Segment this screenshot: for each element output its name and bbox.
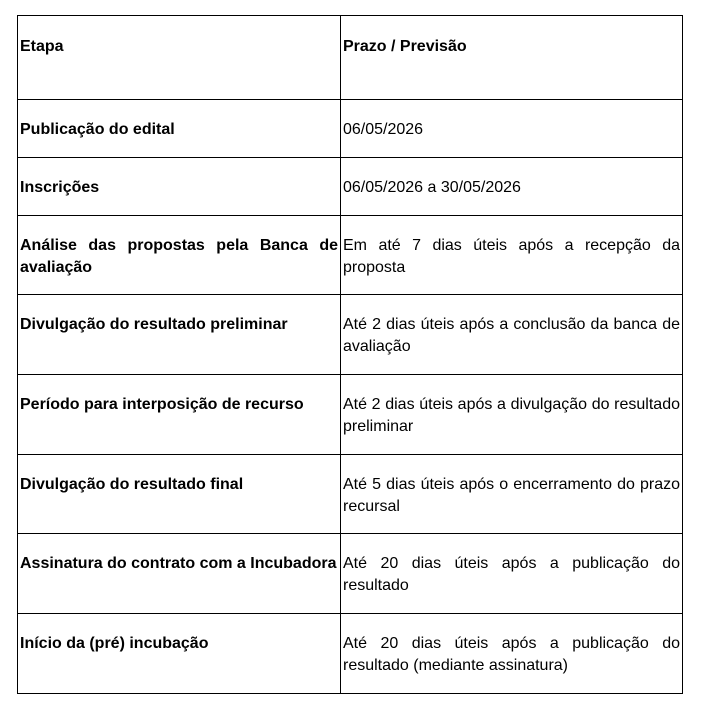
stage-cell (18, 100, 341, 158)
header-stage-label: Etapa (20, 38, 64, 55)
header-cell-deadline (341, 16, 683, 100)
stage-cell (18, 216, 341, 295)
deadline-cell (341, 614, 683, 694)
deadline-text: 06/05/2026 (343, 121, 424, 138)
stage-cell (18, 375, 341, 455)
stage-cell (18, 158, 341, 216)
deadline-text: Até 2 dias úteis após a divulgação do resultado preliminar (343, 396, 680, 435)
schedule-table (17, 15, 683, 694)
deadline-cell (341, 100, 683, 158)
table-row (18, 100, 683, 158)
table-header-row (18, 16, 683, 100)
stage-text: Início da (pré) incubação (20, 635, 209, 652)
stage-text: Publicação do edital (20, 121, 175, 138)
table-row (18, 216, 683, 295)
table-row (18, 295, 683, 375)
table-row (18, 455, 683, 534)
deadline-text: Até 5 dias úteis após o encerramento do prazo recursal (343, 476, 680, 515)
deadline-text: Até 2 dias úteis após a conclusão da banca de avaliação (343, 316, 680, 355)
deadline-text: Em até 7 dias úteis após a recepção da proposta (343, 237, 680, 276)
deadline-cell (341, 455, 683, 534)
stage-cell (18, 295, 341, 375)
stage-text: Assinatura do contrato com a Incubadora (20, 555, 337, 572)
deadline-text: Até 20 dias úteis após a publicação do resultado (mediante assinatura) (343, 635, 680, 674)
stage-text: Período para interposição de recurso (20, 396, 304, 413)
deadline-cell (341, 295, 683, 375)
stage-cell (18, 455, 341, 534)
deadline-text: Até 20 dias úteis após a publicação do resultado (343, 555, 680, 594)
table-row (18, 158, 683, 216)
table-row (18, 375, 683, 455)
stage-cell (18, 614, 341, 694)
deadline-text: 06/05/2026 a 30/05/2026 (343, 179, 521, 196)
header-cell-stage (18, 16, 341, 100)
deadline-cell (341, 216, 683, 295)
header-deadline-label: Prazo / Previsão (343, 38, 467, 55)
stage-text: Divulgação do resultado final (20, 476, 244, 493)
table-row (18, 534, 683, 614)
deadline-cell (341, 534, 683, 614)
stage-text: Análise das propostas pela Banca de avaliação (20, 237, 338, 276)
deadline-cell (341, 158, 683, 216)
stage-text: Divulgação do resultado preliminar (20, 316, 288, 333)
deadline-cell (341, 375, 683, 455)
stage-cell (18, 534, 341, 614)
table-row (18, 614, 683, 694)
stage-text: Inscrições (20, 179, 100, 196)
